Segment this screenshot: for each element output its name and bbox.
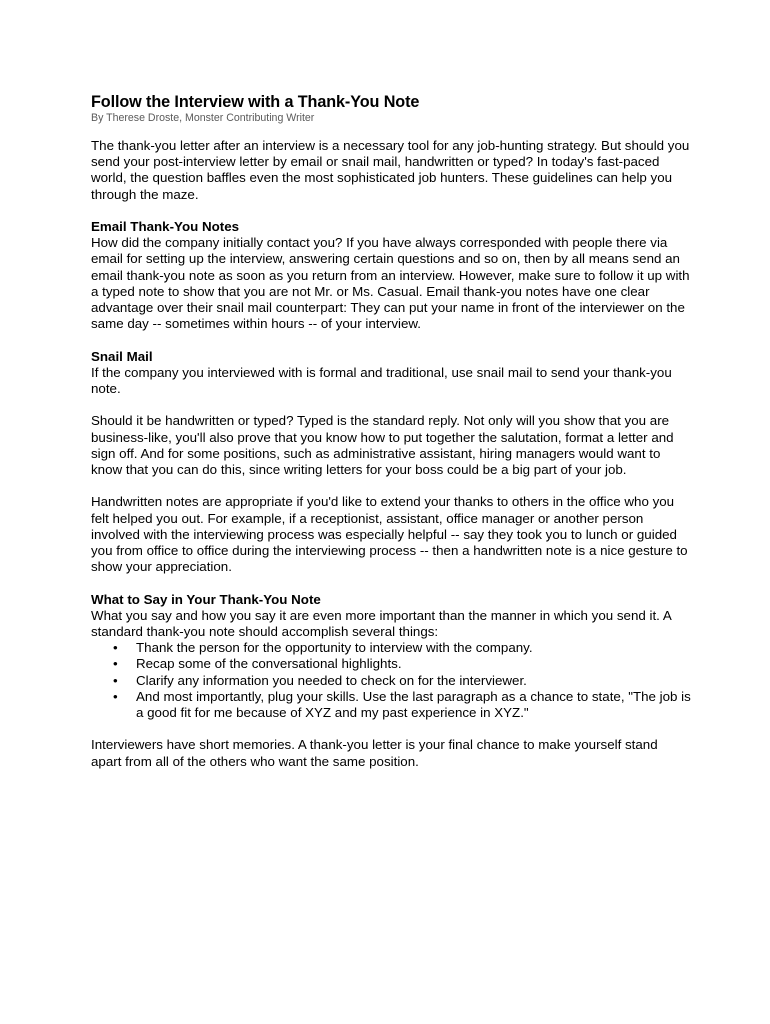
- what-to-say-heading: What to Say in Your Thank-You Note: [91, 591, 321, 607]
- list-item: [91, 656, 691, 672]
- bullet-icon: •: [113, 640, 118, 656]
- bullet-icon: •: [113, 672, 118, 688]
- what-to-say-body: What you say and how you say it are even more important than the manner in which you send it. A standard thank-you note should accomplish several things:: [91, 607, 672, 640]
- handwritten-paragraph: Handwritten notes are appropriate if you'd like to extend your thanks to others in the office who you felt helped you out. For example, if a receptionist, assistant, office manager or another person involved with the interviewing process was especially helpful -- say they took you to lunch or guided you from office to office during the interviewing process -- then a handwritten note is a nice gesture to show your appreciation.: [91, 494, 688, 575]
- snail-mail-heading: Snail Mail: [91, 348, 153, 364]
- snail-mail-body: If the company you interviewed with is formal and traditional, use snail mail to send your thank-you note.: [91, 364, 672, 397]
- document-page: [91, 93, 691, 786]
- list-item: [91, 640, 691, 656]
- email-section-body: How did the company initially contact you? If you have always corresponded with people there via email for setting up the interview, answering certain questions and so on, then by all means send an email thank-you note as soon as you return from an interview. However, make sure to follow it up with a typed note to show that you are not Mr. or Ms. Casual. Email thank-you notes have one clear advantage over their snail mail counterpart: They can put your name in front of the interviewer on the same day -- sometimes within hours -- of your interview.: [91, 235, 690, 332]
- bullet-icon: •: [113, 656, 118, 672]
- list-item-text: Clarify any information you needed to check on for the interviewer.: [136, 672, 527, 688]
- email-section-heading: Email Thank-You Notes: [91, 219, 240, 234]
- intro-paragraph: The thank-you letter after an interview is a necessary tool for any job-hunting strategy. But should you send your post-interview letter by email or snail mail, handwritten or typed? In today's fast-paced world, the question baffles even the most sophisticated job hunters. These guidelines can help you through the maze.: [91, 138, 690, 202]
- page-title: Follow the Interview with a Thank-You Note: [91, 93, 420, 111]
- typed-paragraph: Should it be handwritten or typed? Typed is the standard reply. Not only will you show that you are business-like, you'll also prove that you know how to put together the salutation, format a letter and sign off. And for some positions, such as administrative assistant, hiring managers would want to know that you can do this, since writing letters for your boss could be a big part of your job.: [91, 413, 674, 478]
- list-item: [91, 689, 691, 721]
- tips-list: [91, 640, 691, 721]
- list-item-text: And most importantly, plug your skills. Use the last paragraph as a chance to state, "The job is a good fit for me because of XYZ and my past experience in XYZ.": [136, 688, 691, 721]
- list-item-text: Thank the person for the opportunity to interview with the company.: [136, 640, 533, 656]
- bullet-icon: •: [113, 688, 118, 704]
- snail-mail-section: [91, 349, 691, 576]
- email-section: [91, 219, 691, 332]
- list-item-text: Recap some of the conversational highlights.: [136, 656, 402, 672]
- list-item: [91, 673, 691, 689]
- closing-paragraph: Interviewers have short memories. A thank-you letter is your final chance to make yourself stand apart from all of the others who want the same position.: [91, 737, 658, 769]
- byline: By Therese Droste, Monster Contributing Writer: [91, 112, 315, 124]
- what-to-say-section: [91, 592, 691, 722]
